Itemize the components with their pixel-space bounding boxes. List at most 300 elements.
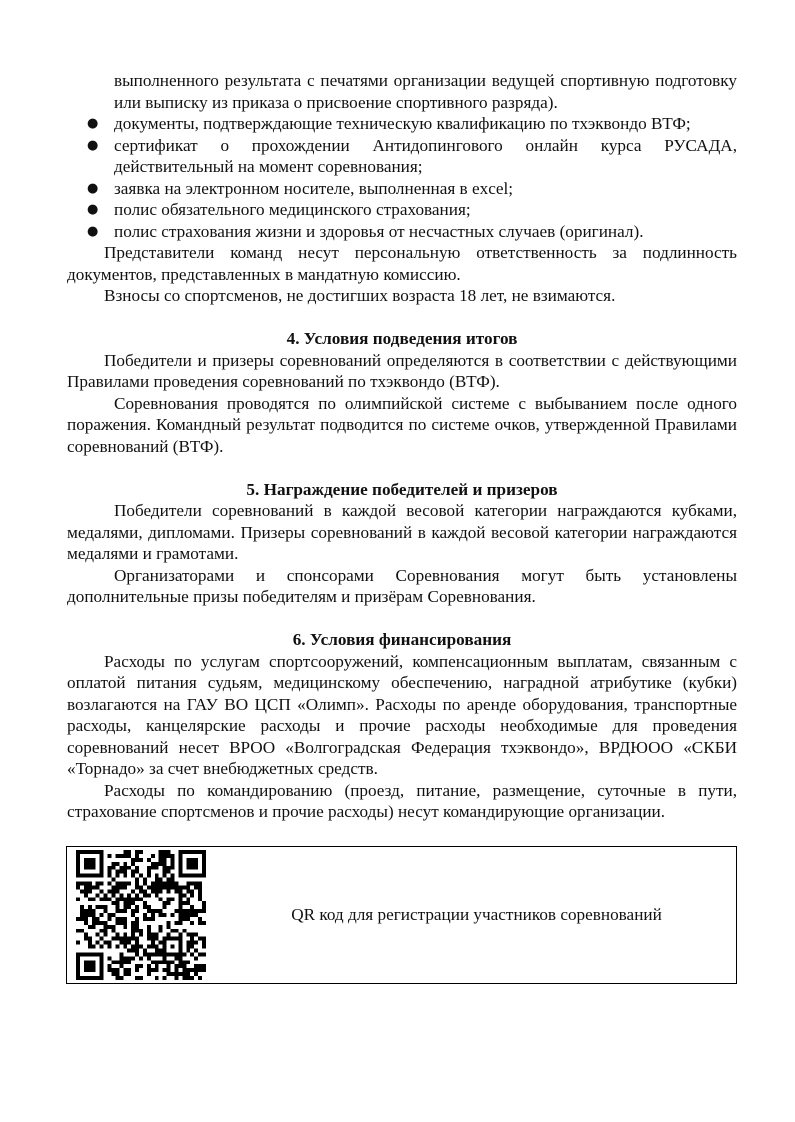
qr-module [159,878,163,882]
qr-module [194,913,198,917]
qr-module [167,854,171,858]
qr-module [155,933,159,937]
qr-module [131,921,135,925]
qr-module [190,945,194,949]
qr-module [119,941,123,945]
qr-module [84,917,88,921]
qr-module [84,862,88,866]
qr-module [174,929,178,933]
document-body [67,70,737,823]
qr-module [127,882,131,886]
list-item: ● полис страхования жизни и здоровья от несчастных случаев (оригинал). [87,221,644,241]
qr-module [178,972,182,976]
qr-module [88,960,92,964]
qr-module [202,901,206,905]
qr-module [127,948,131,952]
qr-module [111,929,115,933]
qr-module [159,952,163,956]
qr-module [88,925,92,929]
qr-module [76,952,80,956]
qr-module [139,956,143,960]
qr-module [174,964,178,968]
qr-module [115,921,119,925]
qr-module [186,917,190,921]
responsibility-paragraph: Представители команд несут персональную ответственность за подлинность документов, представленных в мандатную комиссию. [67,243,737,284]
qr-module [96,882,100,886]
qr-module [174,956,178,960]
qr-module [84,937,88,941]
qr-module [186,972,190,976]
qr-module [178,870,182,874]
qr-module [80,917,84,921]
qr-module [84,933,88,937]
qr-module [76,960,80,964]
qr-module [100,874,104,878]
qr-module [147,866,151,870]
qr-module [88,897,92,901]
qr-module [182,929,186,933]
qr-module [123,956,127,960]
qr-module [127,972,131,976]
qr-module [171,858,175,862]
qr-module [198,964,202,968]
qr-module [159,889,163,893]
qr-module [135,964,139,968]
qr-module [111,878,115,882]
qr-module [100,960,104,964]
qr-module [84,882,88,886]
qr-module [108,854,112,858]
qr-module [84,968,88,972]
qr-module [202,858,206,862]
qr-module [178,937,182,941]
qr-module [202,905,206,909]
qr-module [147,933,151,937]
qr-module [100,913,104,917]
qr-module [139,933,143,937]
qr-module [171,882,175,886]
qr-module [178,866,182,870]
qr-module [108,945,112,949]
qr-module [186,850,190,854]
qr-module [190,941,194,945]
qr-module [182,901,186,905]
qr-module [186,866,190,870]
qr-module [115,972,119,976]
qr-module [123,937,127,941]
qr-module [88,964,92,968]
qr-module [76,862,80,866]
qr-module [190,866,194,870]
qr-module [131,925,135,929]
qr-module [100,964,104,968]
qr-module [143,913,147,917]
qr-module [151,933,155,937]
qr-module [108,897,112,901]
qr-module [76,972,80,976]
qr-module [186,889,190,893]
continued-paragraph: выполненного результата с печатями организации ведущей спортивную подготовку или выписку из приказа о присвоение спортивного разряда). [114,71,737,112]
qr-module [155,874,159,878]
qr-module [119,897,123,901]
qr-module [119,882,123,886]
qr-module [135,905,139,909]
qr-module [111,889,115,893]
qr-module [167,889,171,893]
qr-module [139,889,143,893]
qr-module [167,866,171,870]
qr-module [100,929,104,933]
qr-module [76,976,80,980]
qr-module [202,874,206,878]
qr-module [108,866,112,870]
qr-module [143,917,147,921]
qr-module [186,862,190,866]
qr-module [159,850,163,854]
qr-module [115,968,119,972]
qr-module [119,866,123,870]
qr-module [167,960,171,964]
qr-module [182,960,186,964]
qr-module [80,913,84,917]
qr-module [111,862,115,866]
section-6-paragraph-1: Расходы по услугам спортсооружений, компенсационным выплатам, связанным с оплатой питания судьям, медицинскому обеспечению, наградной атрибутике (кубки) возлагаются на ГАУ ВО ЦСП «Олимп». Расходы по аренде оборудования, транспортные расходы, канцелярские расходы и прочие расходы необходимые для проведения соревнований несет ВРОО «Волгоградская Федерация тхэквондо», ВРДЮОО «СКБИ «Торнадо» за счет внебюджетных средств. [67,651,737,778]
qr-module [194,866,198,870]
qr-module [139,976,143,980]
qr-module [194,885,198,889]
qr-module [147,937,151,941]
qr-module [159,925,163,929]
qr-module [143,889,147,893]
qr-module [178,858,182,862]
qr-module [159,862,163,866]
section-4-paragraph-1: Победители и призеры соревнований определяются в соответствии с действующими Правилами проведения соревнований по тхэквондо (ВТФ). [67,350,737,391]
qr-module [139,885,143,889]
qr-module [198,952,202,956]
qr-module [190,882,194,886]
list-item: ● сертификат о прохождении Антидопингового онлайн курса РУСАДА, действительный на момент соревнования; [87,135,737,176]
qr-module [202,921,206,925]
qr-module [159,909,163,913]
qr-module [163,937,167,941]
qr-module [147,929,151,933]
qr-module [88,945,92,949]
qr-module [171,885,175,889]
qr-module [139,897,143,901]
qr-module [108,964,112,968]
qr-module [76,850,80,854]
qr-module [147,909,151,913]
qr-module [108,968,112,972]
list-item: ● полис обязательного медицинского страхования; [87,200,471,219]
qr-module [84,893,88,897]
qr-module [96,893,100,897]
qr-module [198,976,202,980]
qr-module [182,972,186,976]
qr-module [139,945,143,949]
qr-module [202,964,206,968]
qr-module [119,885,123,889]
qr-module [96,933,100,937]
qr-module [178,862,182,866]
qr-module [96,874,100,878]
qr-caption: QR код для регистрации участников соревнований [291,905,662,925]
qr-module [178,913,182,917]
qr-module [194,968,198,972]
qr-module [80,909,84,913]
qr-module [182,885,186,889]
qr-module [100,870,104,874]
qr-module [84,913,88,917]
qr-module [178,850,182,854]
qr-module [198,893,202,897]
qr-module [92,850,96,854]
qr-code-icon[interactable] [75,850,207,980]
qr-module [171,854,175,858]
qr-module [108,913,112,917]
qr-module [163,905,167,909]
qr-module [135,850,139,854]
qr-module [139,858,143,862]
qr-module [143,901,147,905]
qr-module [135,976,139,980]
qr-module [111,968,115,972]
qr-module [178,952,182,956]
qr-module [100,882,104,886]
qr-module [171,929,175,933]
qr-module [76,929,80,933]
qr-module [135,897,139,901]
qr-module [131,929,135,933]
qr-module [135,925,139,929]
qr-module [143,952,147,956]
qr-module [92,866,96,870]
qr-module [159,929,163,933]
qr-module [163,960,167,964]
qr-module [163,945,167,949]
qr-module [147,964,151,968]
qr-module [76,897,80,901]
qr-module [111,925,115,929]
qr-module [115,862,119,866]
qr-module [76,964,80,968]
bullet-icon: ● [87,137,99,153]
qr-module [131,862,135,866]
qr-module [135,870,139,874]
qr-module [131,913,135,917]
qr-module [190,913,194,917]
qr-module [155,862,159,866]
qr-module [123,968,127,972]
qr-module [92,968,96,972]
qr-module [123,897,127,901]
qr-module [182,874,186,878]
qr-module [182,850,186,854]
qr-module [115,933,119,937]
qr-module [151,960,155,964]
qr-module [96,921,100,925]
qr-module [123,917,127,921]
qr-module [171,952,175,956]
qr-module [119,964,123,968]
qr-module [174,909,178,913]
qr-module [111,937,115,941]
section-5-paragraph-2: Организаторами и спонсорами Соревнования могут быть установлены дополнительные призы победителям и призёрам Соревнования. [67,565,737,606]
qr-module [123,905,127,909]
qr-module [159,913,163,917]
qr-module [147,893,151,897]
qr-module [100,854,104,858]
qr-module [159,885,163,889]
qr-module [131,909,135,913]
qr-module [135,878,139,882]
qr-module [171,862,175,866]
qr-module [96,976,100,980]
qr-module [159,941,163,945]
qr-module [155,952,159,956]
qr-module [84,866,88,870]
qr-module [178,885,182,889]
section-4-paragraph-2: Соревнования проводятся по олимпийской системе с выбыванием после одного поражения. Командный результат подводится по системе очков, утвержденной Правилами соревнований (ВТФ). [67,393,737,456]
qr-module [76,941,80,945]
qr-module [186,901,190,905]
qr-module [178,956,182,960]
qr-module [198,937,202,941]
qr-module [163,948,167,952]
qr-module [194,956,198,960]
qr-module [123,850,127,854]
qr-module [155,878,159,882]
qr-module [202,850,206,854]
qr-module [139,874,143,878]
qr-module [80,882,84,886]
qr-module [198,968,202,972]
qr-module [155,937,159,941]
qr-module [84,964,88,968]
qr-module [163,901,167,905]
qr-module [186,948,190,952]
qr-module [104,941,108,945]
qr-module [163,952,167,956]
qr-module [80,889,84,893]
qr-module [171,897,175,901]
qr-module [100,897,104,901]
qr-module [190,889,194,893]
qr-module [198,909,202,913]
qr-module [131,933,135,937]
qr-module [178,960,182,964]
qr-module [163,854,167,858]
qr-module [104,909,108,913]
qr-module [123,874,127,878]
qr-module [88,905,92,909]
qr-module [92,945,96,949]
qr-module [186,945,190,949]
qr-module [155,976,159,980]
qr-module [171,866,175,870]
qr-module [115,889,119,893]
qr-module [119,917,123,921]
qr-module [202,968,206,972]
qr-module [167,901,171,905]
section-4-title: 4. Условия подведения итогов [286,329,518,348]
qr-module [131,889,135,893]
qr-module [178,948,182,952]
qr-module [96,850,100,854]
qr-module [194,964,198,968]
qr-module [155,882,159,886]
qr-module [100,972,104,976]
qr-module [171,913,175,917]
qr-module [88,858,92,862]
qr-module [92,921,96,925]
qr-module [167,921,171,925]
qr-module [202,854,206,858]
qr-module [135,882,139,886]
qr-module [186,858,190,862]
qr-module [84,885,88,889]
qr-module [111,901,115,905]
qr-module [115,937,119,941]
qr-module [88,882,92,886]
qr-module [198,874,202,878]
section-6-title: 6. Условия финансирования [292,630,512,649]
qr-module [147,874,151,878]
qr-module [171,972,175,976]
qr-module [100,905,104,909]
qr-module [108,956,112,960]
qr-module [104,933,108,937]
qr-module [108,925,112,929]
qr-module [88,885,92,889]
qr-module [151,937,155,941]
qr-module [92,909,96,913]
qr-module [115,960,119,964]
qr-module [139,964,143,968]
qr-module [174,937,178,941]
qr-module [147,956,151,960]
qr-module [100,945,104,949]
qr-module [76,917,80,921]
qr-module [123,885,127,889]
section-5-paragraph-1: Победители соревнований в каждой весовой категории награждаются кубками, медалями, дипломами. Призеры соревнований в каждой весовой категории награждаются медалями и грамотами. [67,501,737,563]
qr-module [135,952,139,956]
qr-module [135,929,139,933]
qr-module [92,925,96,929]
qr-module [167,925,171,929]
qr-module [84,976,88,980]
qr-module [131,937,135,941]
qr-module [186,976,190,980]
qr-module [135,866,139,870]
qr-module [147,885,151,889]
qr-module [194,858,198,862]
qr-module [88,850,92,854]
qr-module [163,956,167,960]
qr-module [100,858,104,862]
qr-module [104,925,108,929]
qr-module [182,913,186,917]
qr-module [194,948,198,952]
qr-module [119,960,123,964]
qr-module [190,862,194,866]
qr-module [76,874,80,878]
qr-module [88,874,92,878]
qr-module [186,897,190,901]
qr-module [178,854,182,858]
qr-module [92,976,96,980]
qr-module [155,968,159,972]
